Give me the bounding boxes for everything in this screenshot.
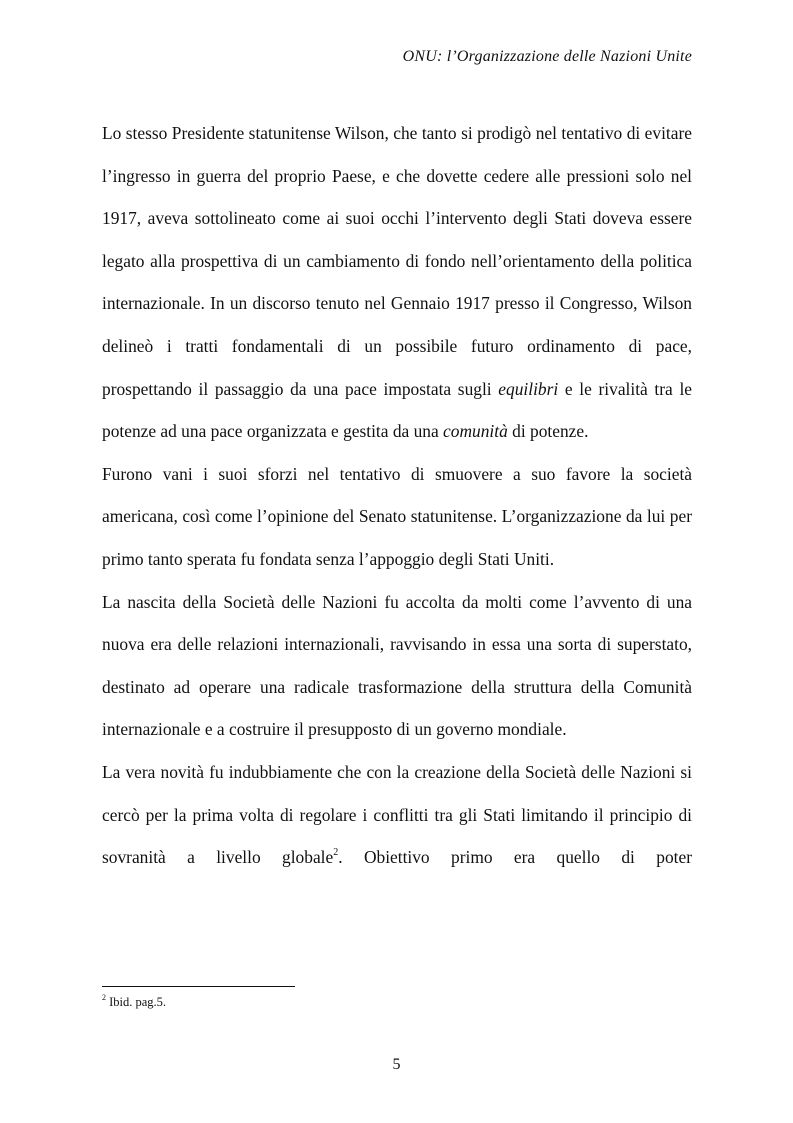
paragraph-vera-novita <box>102 751 692 879</box>
footnote-text: Ibid. pag.5. <box>106 995 167 1009</box>
page-number: 5 <box>392 1056 401 1073</box>
footnote-marker: 2 <box>102 992 106 1002</box>
paragraph-text: La vera novità fu indubbiamente che con la creazione della Società delle Nazioni si cercò per la prima volta di regolare i conflitti tra gli Stati limitando il principio di sovranità a livello globale <box>102 761 692 868</box>
paragraph-text: . Obiettivo primo era quello di poter <box>338 847 692 868</box>
running-header: ONU: l’Organizzazione delle Nazioni Unite <box>402 48 692 65</box>
paragraph-text: e le rivalità tra le potenze ad una pace organizzata e gestita da una <box>102 378 692 442</box>
emphasis-comunita: comunità <box>443 421 508 442</box>
body-text <box>102 112 692 879</box>
paragraph-nascita-societa: La nascita della Società delle Nazioni fu accolta da molti come l’avvento di una nuova era delle relazioni internazionali, ravvisando in essa una sorta di superstato, destinato ad operare una radicale trasformazione della struttura della Comunità internazionale e a costruire il presupposto di un governo mondiale. <box>102 591 692 740</box>
paragraph-text: Lo stesso Presidente statunitense Wilson, che tanto si prodigò nel tentativo di evitare l’ingresso in guerra del proprio Paese, e che dovette cedere alle pressioni solo nel 1917, aveva sottolineato come ai suoi occhi l’intervento degli Stati doveva essere legato alla prospettiva di un cambiamento di fondo nell’orientamento della politica internazionale. In un discorso tenuto nel Gennaio 1917 presso il Congresso, Wilson delineò i tratti fondamentali di un possibile futuro ordinamento di pace, prospettando il passaggio da una pace impostata sugli <box>102 123 692 399</box>
footnote-reference[interactable]: 2 <box>333 847 339 859</box>
emphasis-equilibri: equilibri <box>498 378 559 399</box>
footnote-separator <box>102 986 295 987</box>
footnote <box>102 992 167 1010</box>
paragraph-text: di potenze. <box>507 421 589 442</box>
paragraph-wilson <box>102 112 692 453</box>
paragraph-vani-sforzi: Furono vani i suoi sforzi nel tentativo di smuovere a suo favore la società americana, così come l’opinione del Senato statunitense. L’organizzazione da lui per primo tanto sperata fu fondata senza l’appoggio degli Stati Uniti. <box>102 463 692 569</box>
